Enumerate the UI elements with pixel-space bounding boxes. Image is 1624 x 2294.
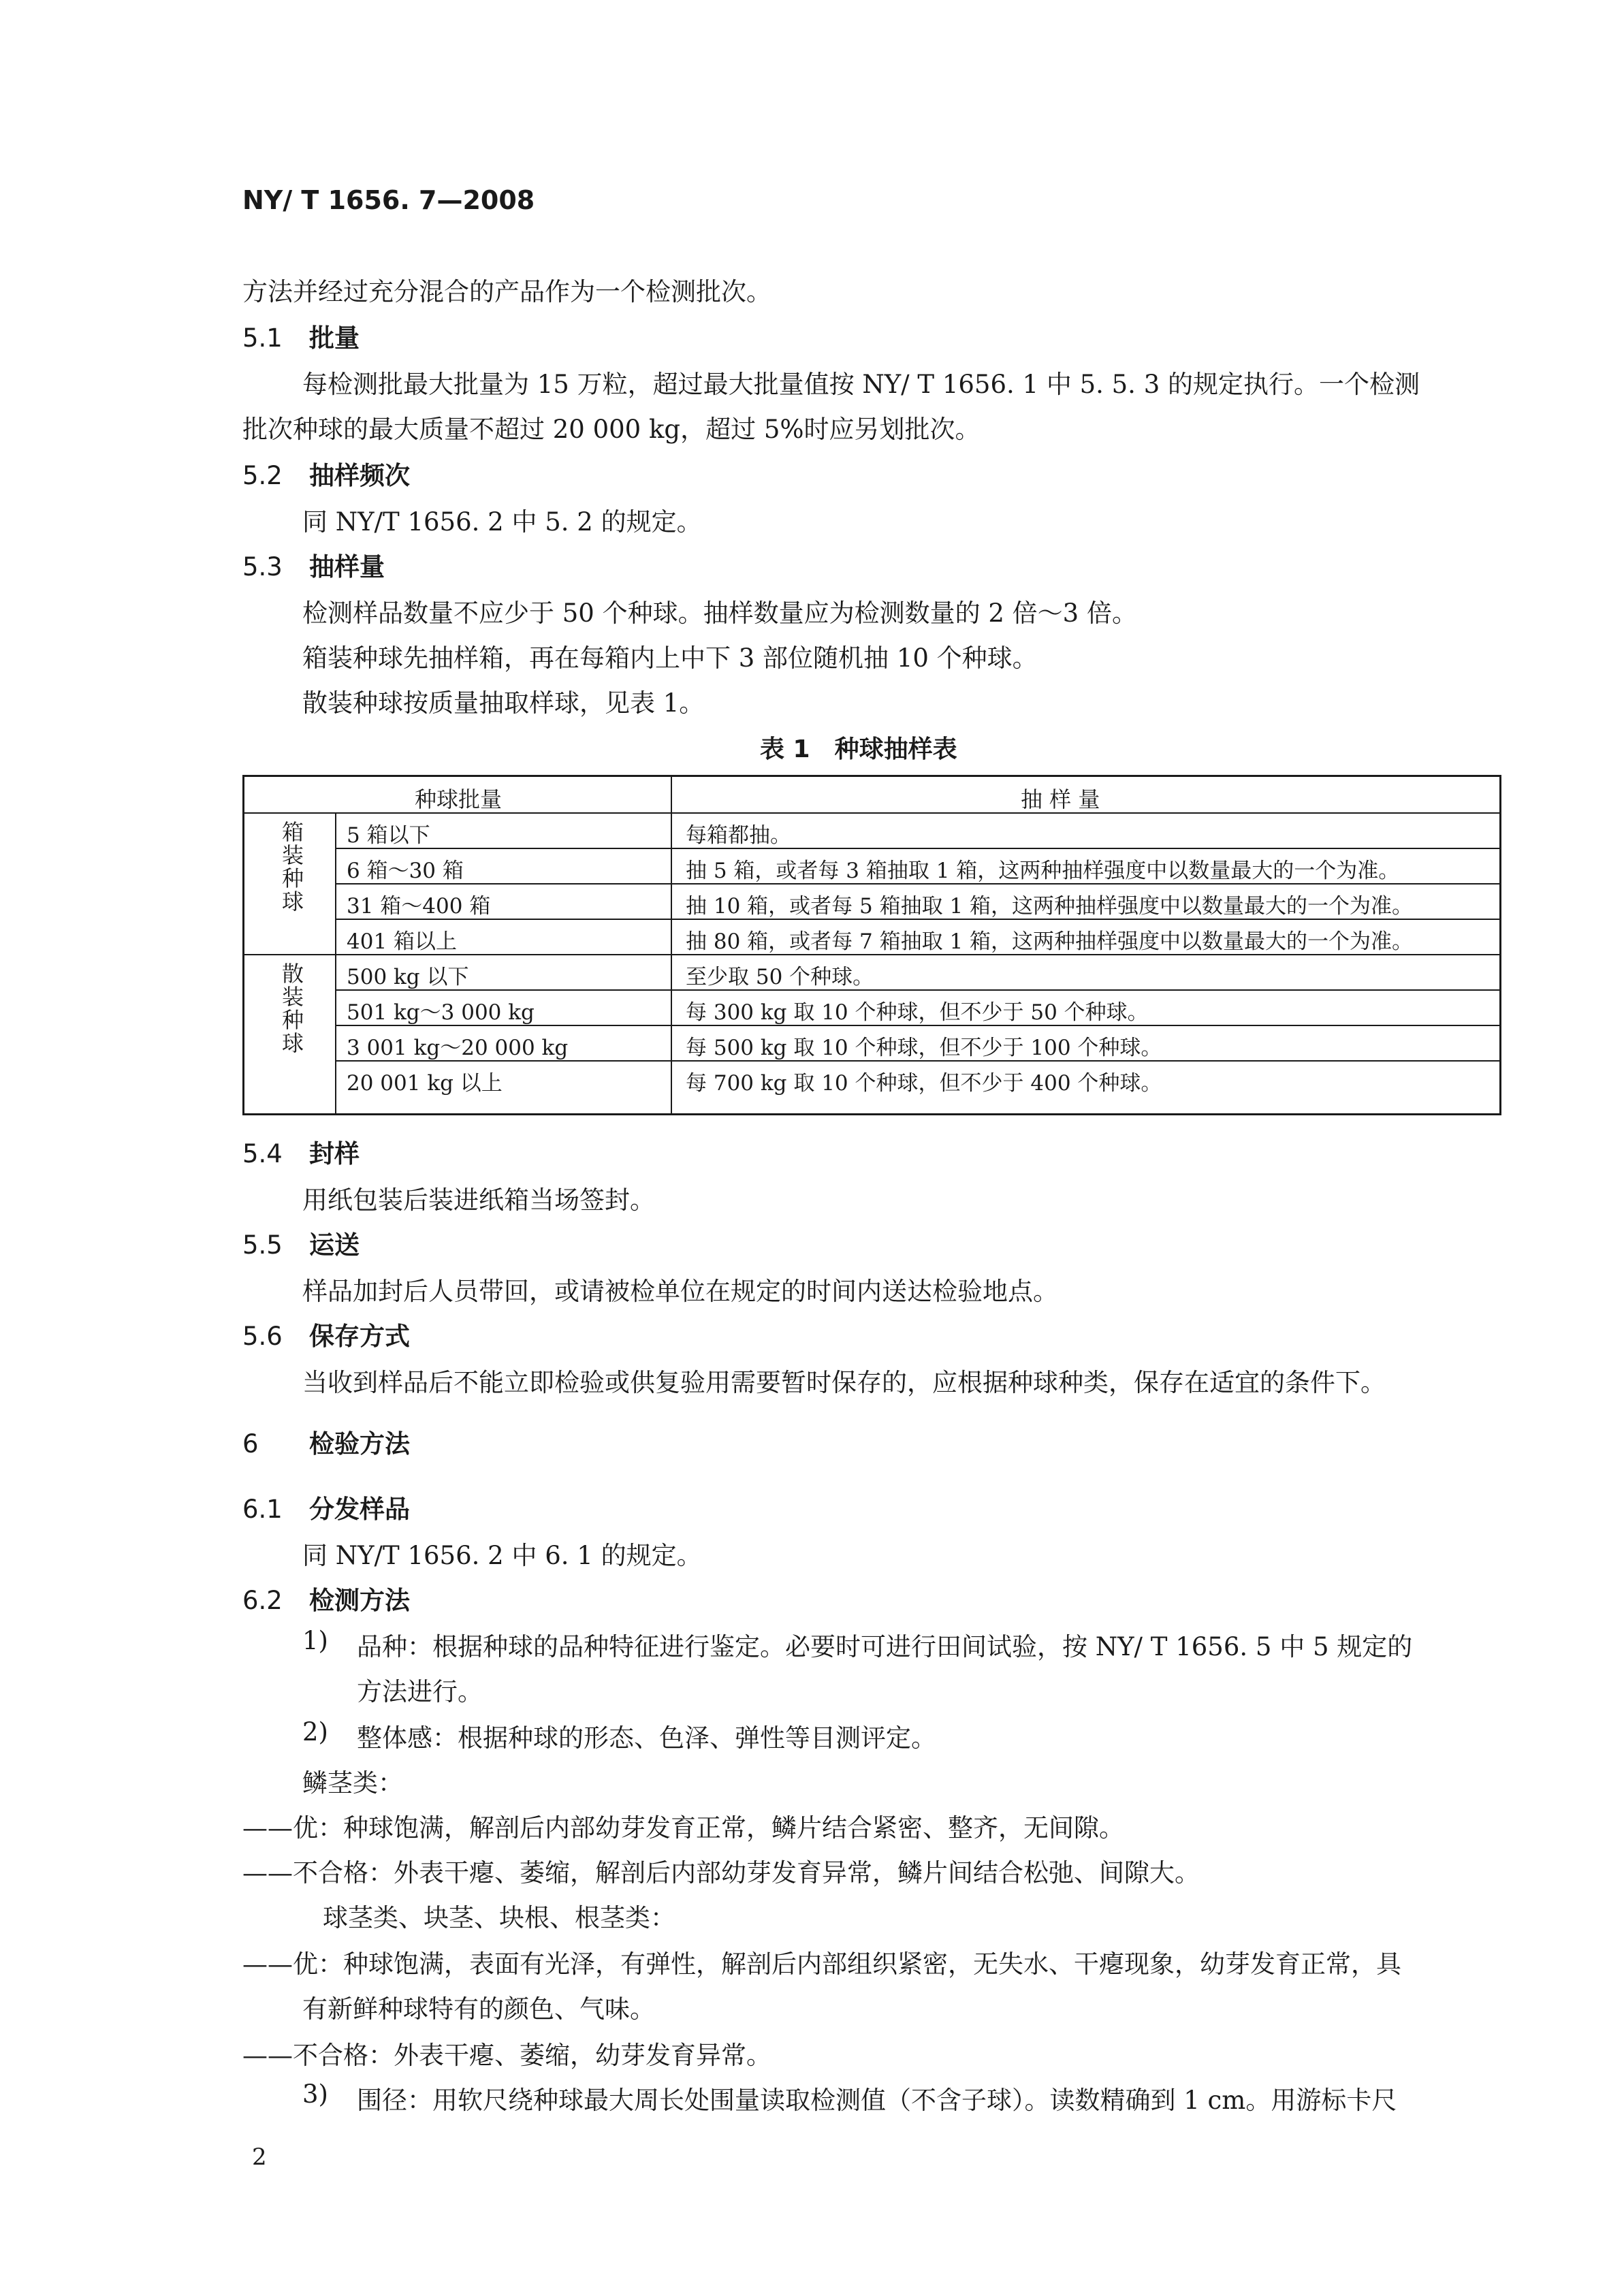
paragraph-line: 用纸包装后装进纸箱当场签封。	[302, 1185, 655, 1215]
section-6-heading	[242, 1423, 410, 1460]
criteria-line: ——不合格：外表干瘪、萎缩，幼芽发育异常。	[242, 2041, 771, 2070]
criteria-line: ——优：种球饱满，表面有光泽，有弹性，解剖后内部组织紧密，无失水、干瘪现象，幼芽发育正常，具	[242, 1949, 1401, 1979]
table-divider	[335, 989, 1499, 991]
list-marker: 3)	[302, 2080, 328, 2109]
section-number: 5.6	[242, 1322, 283, 1351]
table-cell-batch: 6 箱～30 箱	[347, 859, 464, 883]
page-number: 2	[252, 2144, 267, 2171]
table-cell-amount: 抽 10 箱，或者每 5 箱抽取 1 箱，这两种抽样强度中以数量最大的一个为准。	[686, 894, 1414, 919]
section-number: 5.4	[242, 1139, 283, 1168]
section-title: 运送	[309, 1230, 360, 1260]
section-title: 批量	[309, 323, 360, 353]
table-divider	[335, 848, 1499, 849]
section-title: 保存方式	[309, 1322, 410, 1351]
list-item-line: 品种：根据种球的品种特征进行鉴定。必要时可进行田间试验，按 NY/ T 1656. 5 中 5 规定的	[357, 1632, 1413, 1661]
criteria-line: 有新鲜种球特有的颜色、气味。	[302, 1994, 655, 2024]
table-cell-amount: 至少取 50 个种球。	[686, 965, 874, 989]
section-number: 6	[242, 1429, 259, 1459]
table-divider	[335, 812, 336, 1113]
paragraph-line: 同 NY/T 1656. 2 中 5. 2 的规定。	[302, 507, 702, 537]
table-cell-batch: 20 001 kg 以上	[347, 1071, 503, 1096]
paragraph-line: 批次种球的最大质量不超过 20 000 kg，超过 5%时应另划批次。	[242, 415, 981, 444]
paragraph-line: 检测样品数量不应少于 50 个种球。抽样数量应为检测数量的 2 倍～3 倍。	[302, 599, 1137, 628]
paragraph-line: 散装种球按质量抽取样球，见表 1。	[302, 688, 705, 718]
list-item-line: 方法进行。	[357, 1677, 483, 1706]
section-title: 抽样频次	[309, 461, 410, 490]
table-caption: 表 1 种球抽样表	[760, 735, 957, 763]
criteria-line: ——优：种球饱满，解剖后内部幼芽发育正常，鳞片结合紧密、整齐，无间隙。	[242, 1813, 1124, 1843]
section-number: 5.5	[242, 1230, 283, 1260]
section-5-1-heading	[242, 317, 360, 354]
section-title: 检验方法	[309, 1429, 410, 1459]
section-5-3-heading	[242, 546, 385, 583]
category-title: 鳞茎类：	[302, 1768, 403, 1798]
table-cell-batch: 501 kg～3 000 kg	[347, 1000, 535, 1025]
section-number: 5.1	[242, 323, 283, 353]
section-5-2-heading	[242, 455, 410, 492]
section-5-4-heading	[242, 1133, 360, 1170]
paragraph-line: 当收到样品后不能立即检验或供复验用需要暂时保存的，应根据种球种类，保存在适宜的条件下。	[302, 1368, 1386, 1397]
sampling-table	[242, 775, 1501, 1115]
list-item-line: 围径：用软尺绕种球最大周长处围量读取检测值（不含子球）。读数精确到 1 cm。用游标卡尺	[357, 2086, 1397, 2115]
column-header-amount: 抽 样 量	[1021, 786, 1100, 812]
table-cell-batch: 31 箱～400 箱	[347, 894, 491, 919]
standard-code: NY/ T 1656. 7—2008	[242, 185, 535, 215]
paragraph-line: 箱装种球先抽样箱，再在每箱内上中下 3 部位随机抽 10 个种球。	[302, 643, 1038, 673]
section-6-2-heading	[242, 1580, 410, 1616]
column-header-batch: 种球批量	[415, 786, 503, 812]
table-cell-batch: 401 箱以上	[347, 929, 458, 954]
paragraph-line: 每检测批最大批量为 15 万粒，超过最大批量值按 NY/ T 1656. 1 中 5. 5. 3 的规定执行。一个检测	[302, 370, 1420, 399]
group-label-bulk: 散装种球	[278, 962, 304, 1055]
table-cell-batch: 3 001 kg～20 000 kg	[347, 1036, 569, 1060]
table-divider	[671, 777, 672, 1113]
table-cell-amount: 抽 80 箱，或者每 7 箱抽取 1 箱，这两种抽样强度中以数量最大的一个为准。	[686, 929, 1414, 954]
intro-line: 方法并经过充分混合的产品作为一个检测批次。	[242, 277, 771, 306]
table-cell-batch: 500 kg 以下	[347, 965, 469, 989]
section-number: 5.3	[242, 552, 283, 582]
paragraph-line: 同 NY/T 1656. 2 中 6. 1 的规定。	[302, 1541, 702, 1570]
group-label-boxed: 箱装种球	[278, 821, 304, 913]
section-6-1-heading	[242, 1488, 410, 1525]
category-title: 球茎类、块茎、块根、根茎类：	[323, 1903, 675, 1932]
section-title: 检测方法	[309, 1586, 410, 1615]
table-cell-amount: 每 500 kg 取 10 个种球，但不少于 100 个种球。	[686, 1036, 1162, 1060]
criteria-line: ——不合格：外表干瘪、萎缩，解剖后内部幼芽发育异常，鳞片间结合松弛、间隙大。	[242, 1858, 1200, 1887]
section-5-5-heading	[242, 1224, 360, 1261]
section-5-6-heading	[242, 1316, 410, 1352]
table-cell-batch: 5 箱以下	[347, 823, 430, 848]
list-marker: 2)	[302, 1717, 328, 1747]
section-title: 分发样品	[309, 1495, 410, 1524]
list-marker: 1)	[302, 1626, 328, 1655]
section-number: 5.2	[242, 461, 283, 490]
section-title: 抽样量	[309, 552, 385, 582]
table-cell-amount: 每 700 kg 取 10 个种球，但不少于 400 个种球。	[686, 1071, 1162, 1096]
table-cell-amount: 抽 5 箱，或者每 3 箱抽取 1 箱，这两种抽样强度中以数量最大的一个为准。	[686, 859, 1400, 883]
section-title: 封样	[309, 1139, 360, 1168]
table-cell-amount: 每 300 kg 取 10 个种球，但不少于 50 个种球。	[686, 1000, 1149, 1025]
section-number: 6.2	[242, 1586, 283, 1615]
list-item-line: 整体感：根据种球的形态、色泽、弹性等目测评定。	[357, 1723, 936, 1753]
paragraph-line: 样品加封后人员带回，或请被检单位在规定的时间内送达检验地点。	[302, 1277, 1058, 1306]
table-cell-amount: 每箱都抽。	[686, 823, 791, 848]
section-number: 6.1	[242, 1495, 283, 1524]
